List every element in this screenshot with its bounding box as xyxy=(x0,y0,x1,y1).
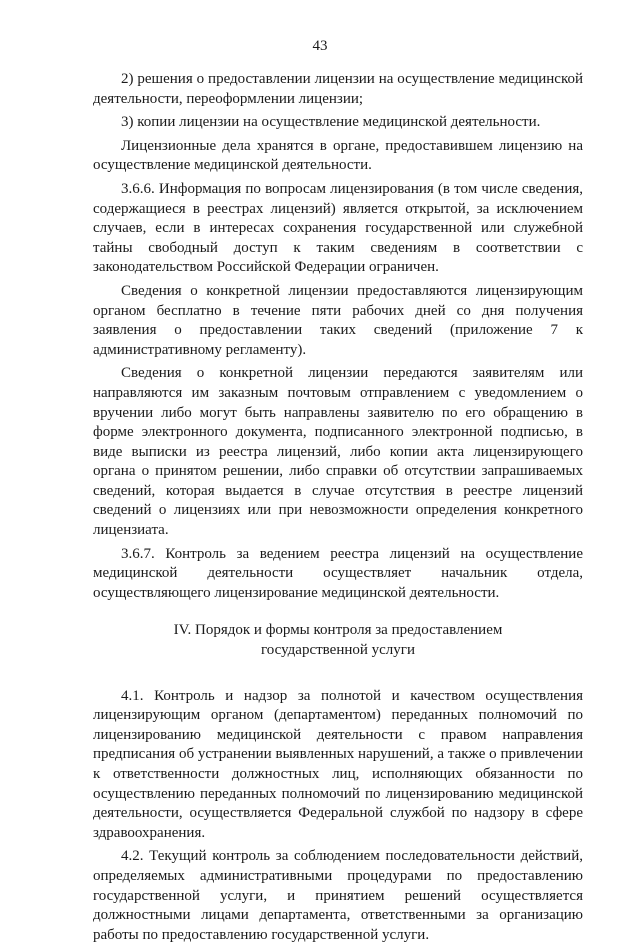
section-heading-line-2: государственной услуги xyxy=(261,642,415,659)
section-heading xyxy=(93,621,583,660)
paragraph: Лицензионные дела хранятся в органе, предоставившем лицензию на осуществление медицинской деятельности. xyxy=(93,137,583,174)
paragraph: 3.6.6. Информация по вопросам лицензирования (в том числе сведения, содержащиеся в реестрах лицензий) является открытой, за исключением случаев, если в интересах сохранения государственной или служебной тайны свободный доступ к таким сведениям в соответствии с законодательством Российской Федерации ограничен. xyxy=(93,180,583,276)
paragraph: 3) копии лицензии на осуществление медицинской деятельности. xyxy=(121,114,541,131)
paragraph: 2) решения о предоставлении лицензии на осуществление медицинской деятельности, переоформлении лицензии; xyxy=(93,71,583,107)
paragraph: Сведения о конкретной лицензии предоставляются лицензирующим органом бесплатно в течение пяти рабочих дней со дня получения заявления о предоставлении таких сведений (приложение 7 к административному регламенту). xyxy=(93,282,583,358)
document-body xyxy=(93,70,583,949)
paragraph: 4.1. Контроль и надзор за полнотой и качеством осуществления лицензирующим органом (департаментом) переданных полномочий по лицензированию медицинской деятельности с правом направления предписания об устранении выявленных нарушений, а также о привлечении к ответственности должностных лиц, исполняющих обязанности по осуществлению переданных полномочий по лицензированию медицинской деятельности, осуществляется Федеральной службой по надзору в сфере здравоохранения. xyxy=(93,687,583,841)
paragraph: 3.6.7. Контроль за ведением реестра лицензий на осуществление медицинской деятельности осуществляет начальник отдела, осуществляющего лицензирование медицинской деятельности. xyxy=(93,545,583,601)
section-heading-line-1: IV. Порядок и формы контроля за предоставлением xyxy=(173,622,503,639)
page-number: 43 xyxy=(312,38,328,54)
paragraph: 4.2. Текущий контроль за соблюдением последовательности действий, определяемых административными процедурами по предоставлению государственной услуги, и принятием решений осуществляется должностными лицами департамента, ответственными за организацию работы по предоставлению государственной услуги. xyxy=(93,848,583,943)
paragraph: Сведения о конкретной лицензии передаются заявителям или направляются им заказным почтовым отправлением с уведомлением о вручении либо могут быть направлены заявителю по его обращению в форме электронного документа, подписанного электронной подписью, в виде выписки из реестра лицензий, либо копии акта лицензирующего органа о принятом решении, либо справки об отсутствии запрашиваемых сведений, которая выдается в случае отсутствия в реестре лицензий сведений о лицензиях или при невозможности определения конкретного лицензиата. xyxy=(93,365,583,539)
